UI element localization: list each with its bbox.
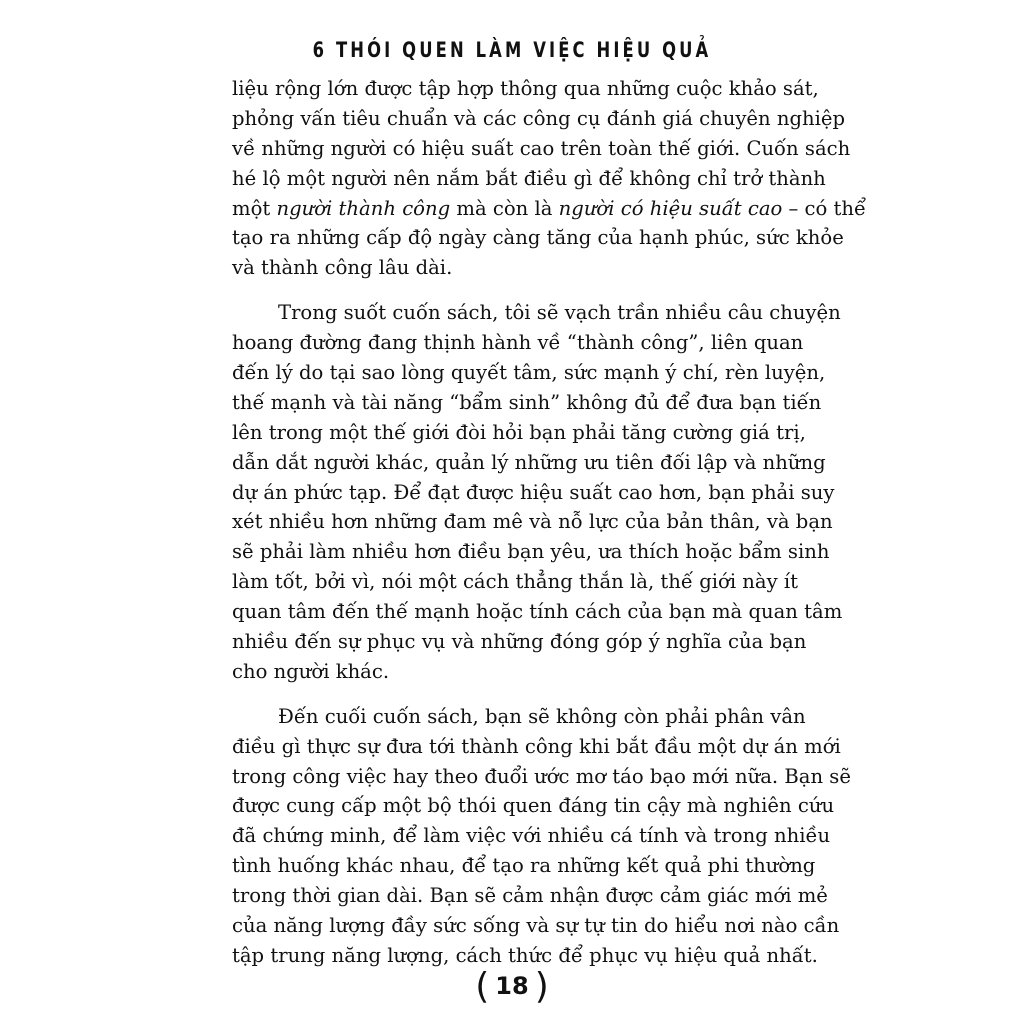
paragraph-gap <box>232 687 784 702</box>
running-header: 6 THÓI QUEN LÀM VIỆC HIỆU QUẢ <box>312 38 712 62</box>
text-line: nhiều đến sự phục vụ và những đóng góp ý nghĩa của bạn <box>232 630 807 654</box>
text-line: đến lý do tại sao lòng quyết tâm, sức mạnh ý chí, rèn luyện, <box>232 361 826 385</box>
text-run: – có thể <box>782 196 867 220</box>
text-line: tập trung năng lượng, cách thức để phục vụ hiệu quả nhất. <box>232 943 818 967</box>
text-run: mà còn là <box>450 196 559 220</box>
text-line: điều gì thực sự đưa tới thành công khi bắt đầu một dự án mới <box>232 734 841 758</box>
page-number-right-bracket: ) <box>534 966 549 1007</box>
text-line: tạo ra những cấp độ ngày càng tăng của hạnh phúc, sức khỏe <box>232 226 844 250</box>
text-line: hoang đường đang thịnh hành về “thành công”, liên quan <box>232 331 804 355</box>
text-line: Trong suốt cuốn sách, tôi sẽ vạch trần nhiều câu chuyện <box>278 301 841 325</box>
text-line: Đến cuối cuốn sách, bạn sẽ không còn phải phân vân <box>278 704 806 728</box>
text-line: xét nhiều hơn những đam mê và nỗ lực của bản thân, và bạn <box>232 510 833 534</box>
text-line: cho người khác. <box>232 659 390 683</box>
text-line: phỏng vấn tiêu chuẩn và các công cụ đánh giá chuyên nghiệp <box>232 106 846 130</box>
text-line: quan tâm đến thế mạnh hoặc tính cách của bạn mà quan tâm <box>232 600 843 624</box>
text-line: được cung cấp một bộ thói quen đáng tin cậy mà nghiên cứu <box>232 794 835 818</box>
text-line: làm tốt, bởi vì, nói một cách thẳng thắn là, thế giới này ít <box>232 570 799 594</box>
text-line: về những người có hiệu suất cao trên toàn thế giới. Cuốn sách <box>232 136 851 160</box>
text-line: dự án phức tạp. Để đạt được hiệu suất cao hơn, bạn phải suy <box>232 480 835 504</box>
text-line: tình huống khác nhau, để tạo ra những kết quả phi thường <box>232 854 816 878</box>
page-number <box>0 966 1024 1007</box>
italic-term: người có hiệu suất cao <box>558 196 783 220</box>
italic-term: người thành công <box>276 196 451 220</box>
text-line: liệu rộng lớn được tập hợp thông qua những cuộc khảo sát, <box>232 77 819 100</box>
text-line: và thành công lâu dài. <box>232 256 453 280</box>
text-line: đã chứng minh, để làm việc với nhiều cá tính và trong nhiều <box>232 824 831 848</box>
text-line: thế mạnh và tài năng “bẩm sinh” không đủ để đưa bạn tiến <box>232 390 822 414</box>
paragraph-gap <box>232 283 784 298</box>
page-number-value: 18 <box>495 972 529 1000</box>
body-text <box>232 74 867 971</box>
text-line: trong thời gian dài. Bạn sẽ cảm nhận được cảm giác mới mẻ <box>232 884 828 908</box>
text-line: sẽ phải làm nhiều hơn điều bạn yêu, ưa thích hoặc bẩm sinh <box>232 540 830 564</box>
text-run: một <box>232 196 277 220</box>
text-line: hé lộ một người nên nắm bắt điều gì để không chỉ trở thành <box>232 166 826 190</box>
text-line: của năng lượng đầy sức sống và sự tự tin do hiểu nơi nào cần <box>232 914 840 938</box>
text-line-mixed <box>232 194 867 224</box>
text-line: dẫn dắt người khác, quản lý những ưu tiên đối lập và những <box>232 450 826 474</box>
page-number-left-bracket: ( <box>475 966 490 1007</box>
text-line: trong công việc hay theo đuổi ước mơ táo bạo mới nữa. Bạn sẽ <box>232 764 851 788</box>
text-line: lên trong một thế giới đòi hỏi bạn phải tăng cường giá trị, <box>232 420 806 444</box>
